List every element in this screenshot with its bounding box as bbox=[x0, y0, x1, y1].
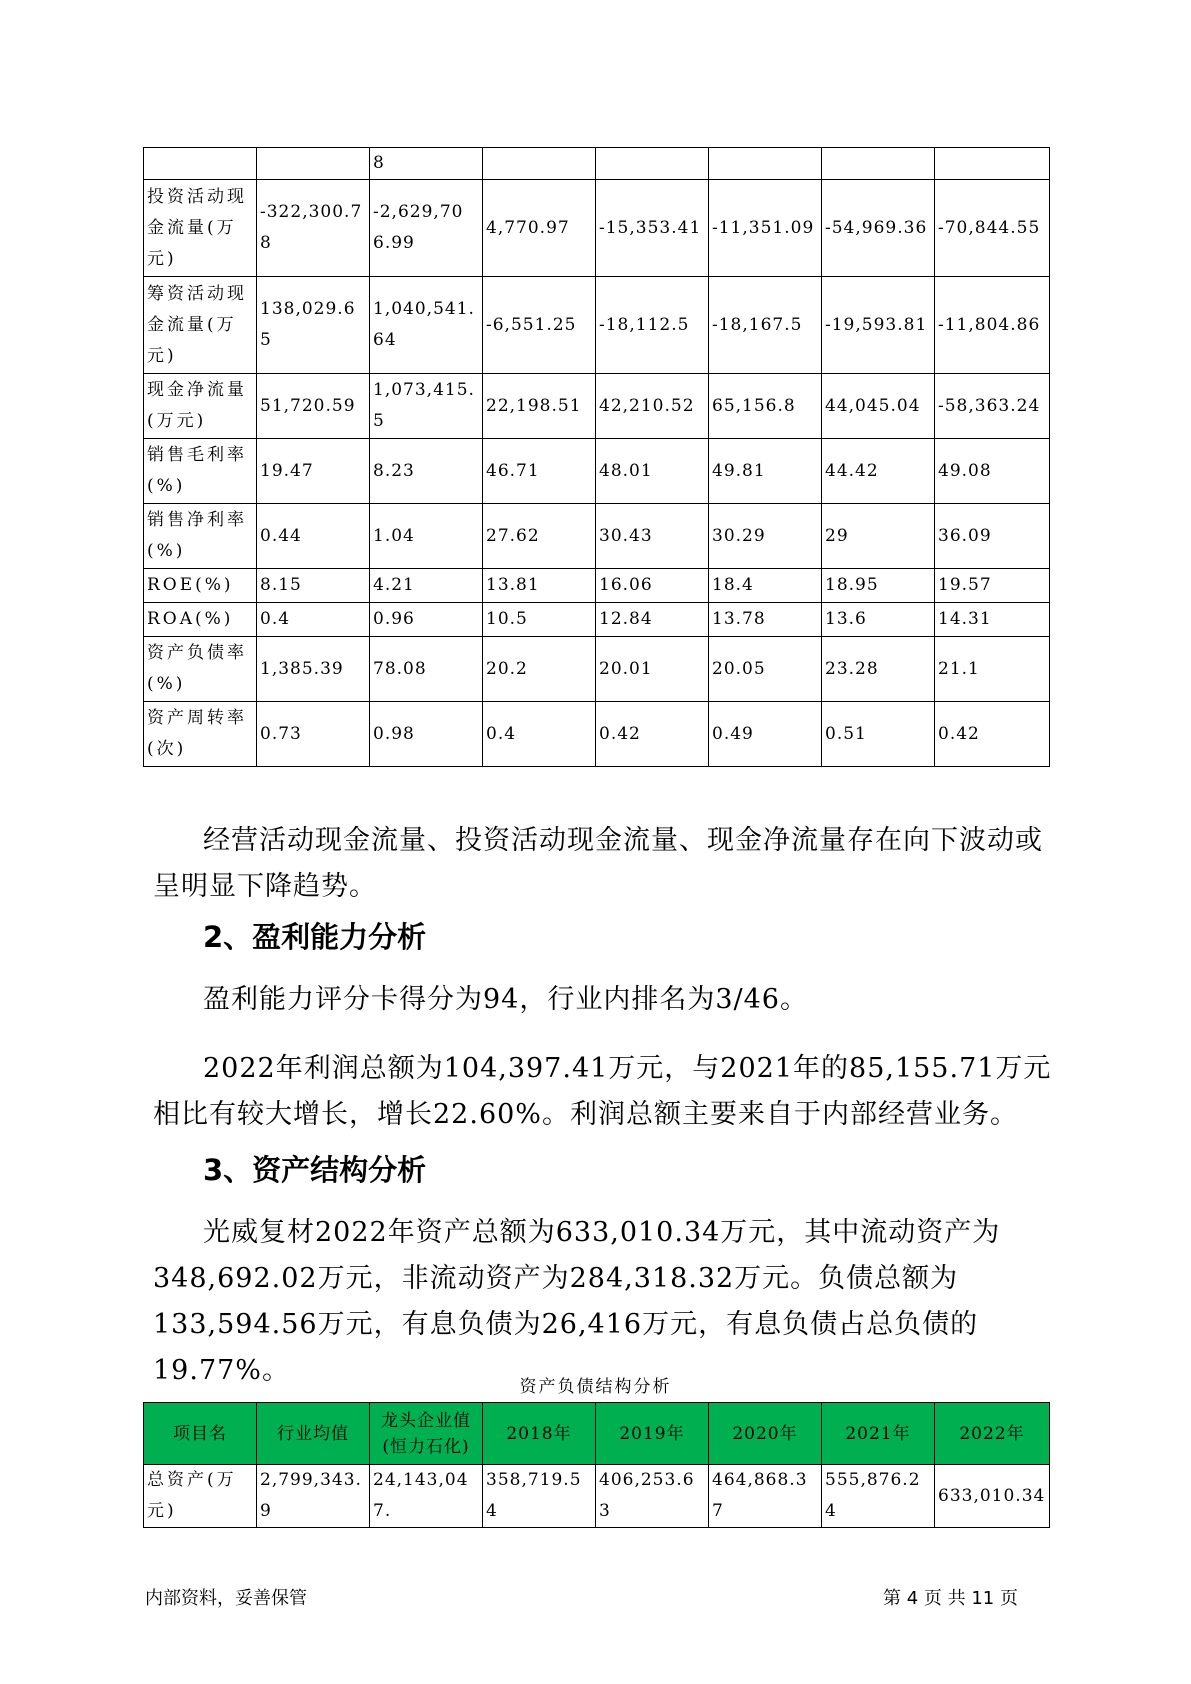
table-row bbox=[144, 374, 1050, 439]
table-cell: 20.01 bbox=[596, 637, 709, 702]
table-cell: 42,210.52 bbox=[596, 374, 709, 439]
column-header: 项目名 bbox=[144, 1403, 257, 1465]
table-cell: 19.57 bbox=[935, 569, 1050, 603]
table-cell: 21.1 bbox=[935, 637, 1050, 702]
table-cell: 8 bbox=[370, 148, 483, 180]
table-cell: 0.4 bbox=[483, 702, 596, 767]
column-header: 2022年 bbox=[935, 1403, 1050, 1465]
table-cell bbox=[257, 148, 370, 180]
footer-page-number: 第 4 页 共 11 页 bbox=[883, 1588, 1018, 1609]
table-cell: 13.81 bbox=[483, 569, 596, 603]
table-cell: 13.6 bbox=[822, 603, 935, 637]
table-cell bbox=[822, 148, 935, 180]
table-cell: 406,253.63 bbox=[596, 1465, 709, 1528]
table-cell: -70,844.55 bbox=[935, 180, 1050, 277]
table-cell bbox=[483, 148, 596, 180]
table-cell: -19,593.81 bbox=[822, 277, 935, 374]
table-cell: 0.96 bbox=[370, 603, 483, 637]
asset-structure-paragraph: 光威复材2022年资产总额为633,010.34万元，其中流动资产为348,692.02万元，非流动资产为284,318.32万元。负债总额为133,594.56万元，有息负债为26,416万元，有息负债占总负债的19.77%。 bbox=[153, 1217, 1001, 1386]
table-cell: 0.42 bbox=[935, 702, 1050, 767]
column-header: 2021年 bbox=[822, 1403, 935, 1465]
financial-indicators-table bbox=[143, 147, 1050, 767]
table-row bbox=[144, 504, 1050, 569]
table-cell: 30.29 bbox=[709, 504, 822, 569]
table-cell: 20.2 bbox=[483, 637, 596, 702]
table-cell: -15,353.41 bbox=[596, 180, 709, 277]
table-cell: 1,040,541.64 bbox=[370, 277, 483, 374]
table-cell: -2,629,706.99 bbox=[370, 180, 483, 277]
table-cell: 44.42 bbox=[822, 439, 935, 504]
table-row bbox=[144, 439, 1050, 504]
table-cell: 1,073,415.5 bbox=[370, 374, 483, 439]
row-label-cell: ROA(%) bbox=[144, 603, 257, 637]
table-cell: -58,363.24 bbox=[935, 374, 1050, 439]
balance-structure-table bbox=[143, 1402, 1050, 1528]
table-cell: 24,143,047. bbox=[370, 1465, 483, 1528]
column-header: 2020年 bbox=[709, 1403, 822, 1465]
table-cell: 36.09 bbox=[935, 504, 1050, 569]
table-cell: 0.73 bbox=[257, 702, 370, 767]
table-cell: 46.71 bbox=[483, 439, 596, 504]
section-heading-asset-structure: 3、资产结构分析 bbox=[203, 1153, 427, 1187]
table-caption: 资产负债结构分析 bbox=[519, 1377, 672, 1397]
table-cell: 0.4 bbox=[257, 603, 370, 637]
table-cell: 1,385.39 bbox=[257, 637, 370, 702]
table-cell: -18,112.5 bbox=[596, 277, 709, 374]
table-cell bbox=[596, 148, 709, 180]
table-row bbox=[144, 148, 1050, 180]
row-label-cell: 销售净利率(%) bbox=[144, 504, 257, 569]
table-row bbox=[144, 637, 1050, 702]
table-header-row bbox=[144, 1403, 1050, 1465]
profitability-score-paragraph: 盈利能力评分卡得分为94，行业内排名为3/46。 bbox=[203, 984, 808, 1015]
table-cell: 358,719.54 bbox=[483, 1465, 596, 1528]
column-header: 2018年 bbox=[483, 1403, 596, 1465]
column-header: 行业均值 bbox=[257, 1403, 370, 1465]
table-cell: 65,156.8 bbox=[709, 374, 822, 439]
table-row bbox=[144, 603, 1050, 637]
row-label-cell: 资产负债率(%) bbox=[144, 637, 257, 702]
table-cell: 138,029.65 bbox=[257, 277, 370, 374]
table-cell: 0.49 bbox=[709, 702, 822, 767]
table-cell: 0.44 bbox=[257, 504, 370, 569]
table-cell: -6,551.25 bbox=[483, 277, 596, 374]
table-row bbox=[144, 569, 1050, 603]
table-cell: 8.15 bbox=[257, 569, 370, 603]
column-header: 2019年 bbox=[596, 1403, 709, 1465]
table-cell: -18,167.5 bbox=[709, 277, 822, 374]
table-cell: 49.81 bbox=[709, 439, 822, 504]
table-cell: 23.28 bbox=[822, 637, 935, 702]
table-row bbox=[144, 702, 1050, 767]
table-cell: 8.23 bbox=[370, 439, 483, 504]
table-cell: 0.51 bbox=[822, 702, 935, 767]
table-cell: -11,351.09 bbox=[709, 180, 822, 277]
table-cell: 633,010.34 bbox=[935, 1465, 1050, 1528]
table-cell: 0.98 bbox=[370, 702, 483, 767]
table-row bbox=[144, 1465, 1050, 1528]
table-cell: 555,876.24 bbox=[822, 1465, 935, 1528]
column-header: 龙头企业值(恒力石化) bbox=[370, 1403, 483, 1465]
table-cell: -322,300.78 bbox=[257, 180, 370, 277]
table-cell: 1.04 bbox=[370, 504, 483, 569]
table-cell bbox=[709, 148, 822, 180]
table-cell: -11,804.86 bbox=[935, 277, 1050, 374]
row-label-cell: 投资活动现金流量(万元) bbox=[144, 180, 257, 277]
row-label-cell: 筹资活动现金流量(万元) bbox=[144, 277, 257, 374]
table-cell: 14.31 bbox=[935, 603, 1050, 637]
row-label-cell bbox=[144, 148, 257, 180]
table-cell: 0.42 bbox=[596, 702, 709, 767]
table-cell: 20.05 bbox=[709, 637, 822, 702]
table-row bbox=[144, 277, 1050, 374]
table-cell: 48.01 bbox=[596, 439, 709, 504]
table-cell: -54,969.36 bbox=[822, 180, 935, 277]
table-row bbox=[144, 180, 1050, 277]
table-cell: 10.5 bbox=[483, 603, 596, 637]
table-cell: 4,770.97 bbox=[483, 180, 596, 277]
table-cell: 18.4 bbox=[709, 569, 822, 603]
table-cell: 30.43 bbox=[596, 504, 709, 569]
profit-total-paragraph: 2022年利润总额为104,397.41万元，与2021年的85,155.71万元相比有较大增长，增长22.60%。利润总额主要来自于内部经营业务。 bbox=[153, 1053, 1052, 1130]
row-label-cell: ROE(%) bbox=[144, 569, 257, 603]
table-cell: 2,799,343.9 bbox=[257, 1465, 370, 1528]
table-cell bbox=[935, 148, 1050, 180]
row-label-cell: 销售毛利率(%) bbox=[144, 439, 257, 504]
table-cell: 78.08 bbox=[370, 637, 483, 702]
table-cell: 16.06 bbox=[596, 569, 709, 603]
row-label-cell: 现金净流量(万元) bbox=[144, 374, 257, 439]
table-cell: 13.78 bbox=[709, 603, 822, 637]
row-label-cell: 总资产(万元) bbox=[144, 1465, 257, 1528]
table-cell: 464,868.37 bbox=[709, 1465, 822, 1528]
table-cell: 4.21 bbox=[370, 569, 483, 603]
table-cell: 29 bbox=[822, 504, 935, 569]
table-cell: 27.62 bbox=[483, 504, 596, 569]
table-cell: 19.47 bbox=[257, 439, 370, 504]
row-label-cell: 资产周转率(次) bbox=[144, 702, 257, 767]
cashflow-trend-paragraph: 经营活动现金流量、投资活动现金流量、现金净流量存在向下波动或呈明显下降趋势。 bbox=[153, 825, 1043, 902]
table-cell: 12.84 bbox=[596, 603, 709, 637]
table-cell: 51,720.59 bbox=[257, 374, 370, 439]
table-cell: 44,045.04 bbox=[822, 374, 935, 439]
table-cell: 18.95 bbox=[822, 569, 935, 603]
section-heading-profitability: 2、盈利能力分析 bbox=[203, 920, 427, 954]
table-cell: 22,198.51 bbox=[483, 374, 596, 439]
table-cell: 49.08 bbox=[935, 439, 1050, 504]
footer-confidential-note: 内部资料，妥善保管 bbox=[145, 1588, 307, 1609]
